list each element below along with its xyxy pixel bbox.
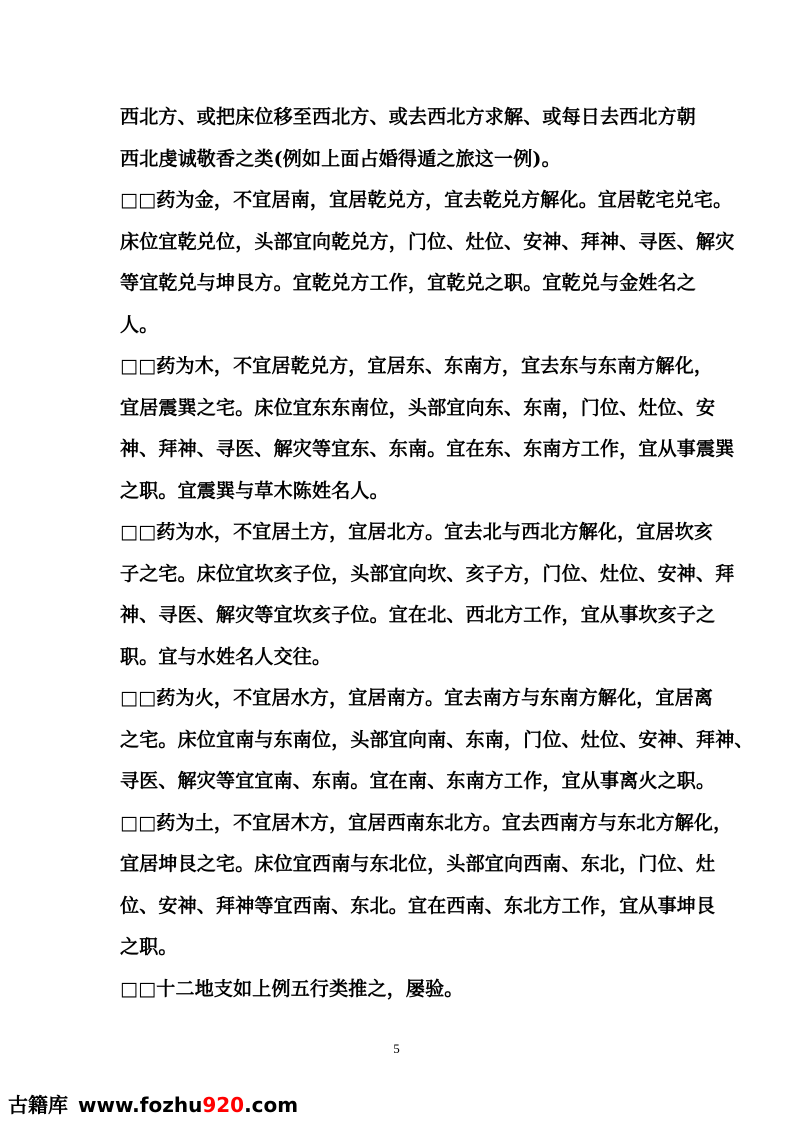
- text-line: 宜居震巽之宅。床位宜东东南位，头部宜向东、东南，门位、灶位、安: [120, 396, 716, 419]
- text-line: □□药为土，不宜居木方，宜居西南东北方。宜去西南方与东北方解化，: [120, 811, 733, 834]
- footer-watermark: [8, 1089, 298, 1118]
- footer-site-name: 古籍库: [8, 1093, 68, 1117]
- text-line: 之职。宜震巽与草木陈姓名人。: [120, 479, 389, 502]
- text-line: 等宜乾兑与坤艮方。宜乾兑方工作，宜乾兑之职。宜乾兑与金姓名之: [120, 272, 697, 294]
- text-line: 子之宅。床位宜坎亥子位，头部宜向坎、亥子方，门位、灶位、安神、拜: [120, 562, 735, 585]
- text-line: 人。: [120, 313, 159, 336]
- text-line: □□药为火，不宜居水方，宜居南方。宜去南方与东南方解化，宜居离: [120, 687, 714, 709]
- text-line: □□药为水，不宜居土方，宜居北方。宜去北与西北方解化，宜居坎亥: [120, 521, 714, 543]
- text-line: □□药为木，不宜居乾兑方，宜居东、东南方，宜去东与东南方解化，: [120, 355, 714, 377]
- text-line: 床位宜乾兑位，头部宜向乾兑方，门位、灶位、安神、拜神、寻医、解灾: [120, 230, 735, 253]
- text-line: 之职。: [120, 936, 178, 958]
- text-line: 职。宜与水姓名人交往。: [120, 645, 332, 668]
- text-line: 西北方、或把床位移至西北方、或去西北方求解、或每日去西北方朝: [120, 106, 697, 128]
- text-line: 神、寻医、解灾等宜坎亥子位。宜在北、西北方工作，宜从事坎亥子之: [120, 604, 716, 626]
- footer-url-number: 920: [202, 1093, 245, 1117]
- text-line: 位、安神、拜神等宜西南、东北。宜在西南、东北方工作，宜从事坤艮: [120, 894, 716, 917]
- footer-url-prefix: www.fozhu: [78, 1093, 203, 1117]
- page-number: 5: [393, 1041, 400, 1056]
- text-line: 神、拜神、寻医、解灾等宜东、东南。宜在东、东南方工作，宜从事震巽: [120, 438, 735, 460]
- text-line: □□药为金，不宜居南，宜居乾兑方，宜去乾兑方解化。宜居乾宅兑宅。: [120, 189, 733, 211]
- footer-url-suffix: .com: [244, 1093, 299, 1117]
- text-line: □□十二地支如上例五行类推之，屡验。: [120, 977, 464, 1000]
- text-line: 之宅。床位宜南与东南位，头部宜向南、东南，门位、灶位、安神、拜神、: [120, 728, 754, 751]
- text-line: 宜居坤艮之宅。床位宜西南与东北位，头部宜向西南、东北，门位、灶: [120, 853, 716, 875]
- body-text: [120, 97, 754, 1010]
- text-line: 西北虔诚敬香之类(例如上面占婚得遁之旅这一例)。: [120, 147, 561, 170]
- text-line: 寻医、解灾等宜宜南、东南。宜在南、东南方工作，宜从事离火之职。: [120, 770, 716, 792]
